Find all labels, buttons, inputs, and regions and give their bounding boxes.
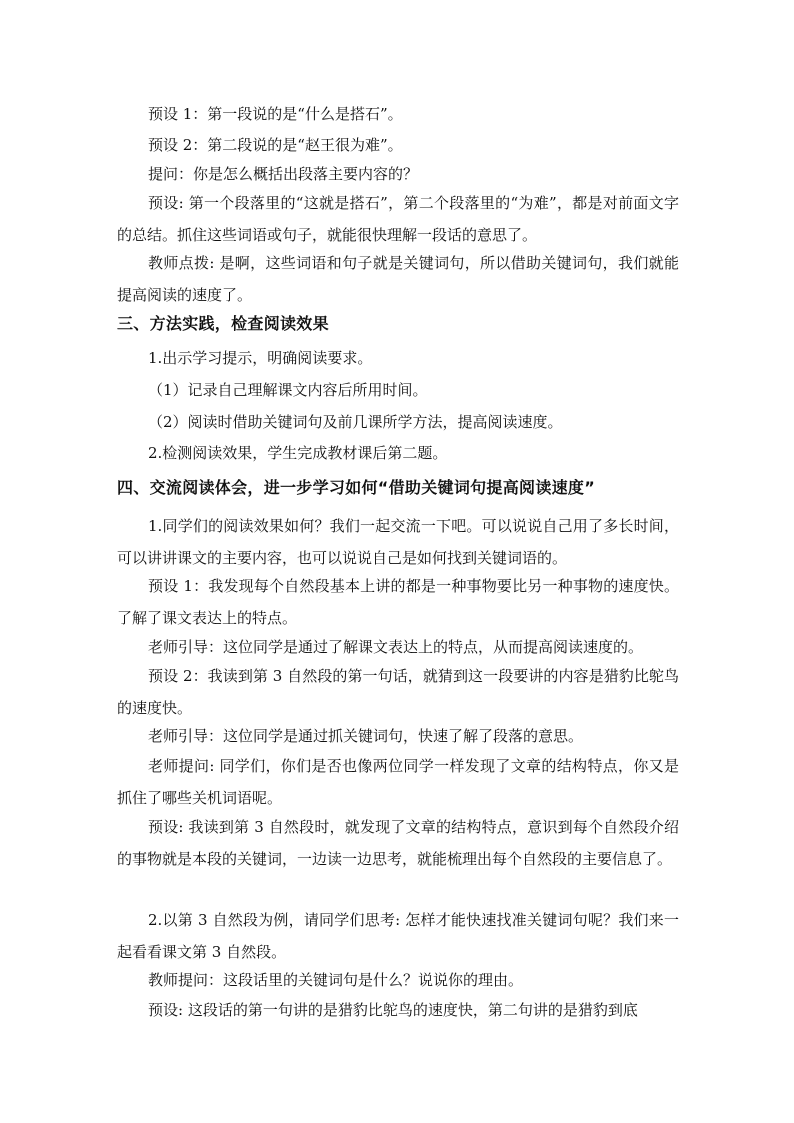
- preset-last-paragraph: 预设: 这段话的第一句讲的是猎豹比鸵鸟的速度快，第二句讲的是猎豹到底: [148, 1001, 638, 1019]
- preset-2-discussion-paragraph: 预设 2：我读到第 3 自然段的第一句话，就猜到这一段要讲的内容是猎豹比鸵鸟的速度快。: [117, 667, 679, 717]
- discussion-paragraph: 1.同学们的阅读效果如何？我们一起交流一下吧。可以说说自己用了多长时间，可以讲讲课文的主要内容，也可以说说自己是如何找到关键词语的。: [117, 517, 679, 567]
- section-heading-3: 三、方法实践，检查阅读效果: [117, 314, 329, 333]
- teacher-guidance-paragraph: 教师点拨: 是啊，这些词语和句子就是关键词句，所以借助关键词句，我们就能提高阅读的速度了。: [117, 254, 679, 304]
- preset-1-paragraph: 预设 1：第一段说的是“什么是搭石”。: [148, 105, 403, 123]
- section-heading-4: 四、交流阅读体会，进一步学习如何“借助关键词句提高阅读速度”: [117, 478, 596, 497]
- example-paragraph: 2.以第 3 自然段为例，请同学们思考: 怎样才能快速找准关键词句呢？我们来一起看看课文第 3 自然段。: [117, 911, 679, 961]
- step-1-item-2: （2）阅读时借助关键词句及前几课所学方法，提高阅读速度。: [148, 413, 563, 431]
- teacher-question-paragraph: 老师提问: 同学们，你们是否也像两位同学一样发现了文章的结构特点，你又是抓住了哪些关机词语呢。: [117, 757, 679, 807]
- step-1-paragraph: 1.出示学习提示，明确阅读要求。: [148, 349, 373, 367]
- question-paragraph: 提问：你是怎么概括出段落主要内容的？: [148, 165, 419, 183]
- preset-answer-paragraph: 预设: 第一个段落里的“这就是搭石”，第二个段落里的“为难”，都是对前面文字的总结。抓住这些词语或句子，就能很快理解一段话的意思了。: [117, 194, 679, 244]
- teacher-guide-2-paragraph: 老师引导：这位同学是通过抓关键词句，快速了解了段落的意思。: [148, 727, 584, 745]
- preset-structure-paragraph: 预设: 我读到第 3 自然段时，就发现了文章的结构特点，意识到每个自然段介绍的事物就是本段的关键词，一边读一边思考，就能梳理出每个自然段的主要信息了。: [117, 818, 679, 868]
- preset-2-paragraph: 预设 2：第二段说的是“赵王很为难”。: [148, 136, 403, 154]
- step-1-item-1: （1）记录自己理解课文内容后所用时间。: [148, 381, 428, 399]
- step-2-paragraph: 2.检测阅读效果，学生完成教材课后第二题。: [148, 444, 448, 462]
- teacher-guide-1-paragraph: 老师引导：这位同学是通过了解课文表达上的特点，从而提高阅读速度的。: [148, 638, 644, 656]
- preset-1-discussion-paragraph: 预设 1：我发现每个自然段基本上讲的都是一种事物要比另一种事物的速度快。了解了课文表达上的特点。: [117, 577, 679, 627]
- teacher-question-2-paragraph: 教师提问：这段话里的关键词句是什么？说说你的理由。: [148, 971, 524, 989]
